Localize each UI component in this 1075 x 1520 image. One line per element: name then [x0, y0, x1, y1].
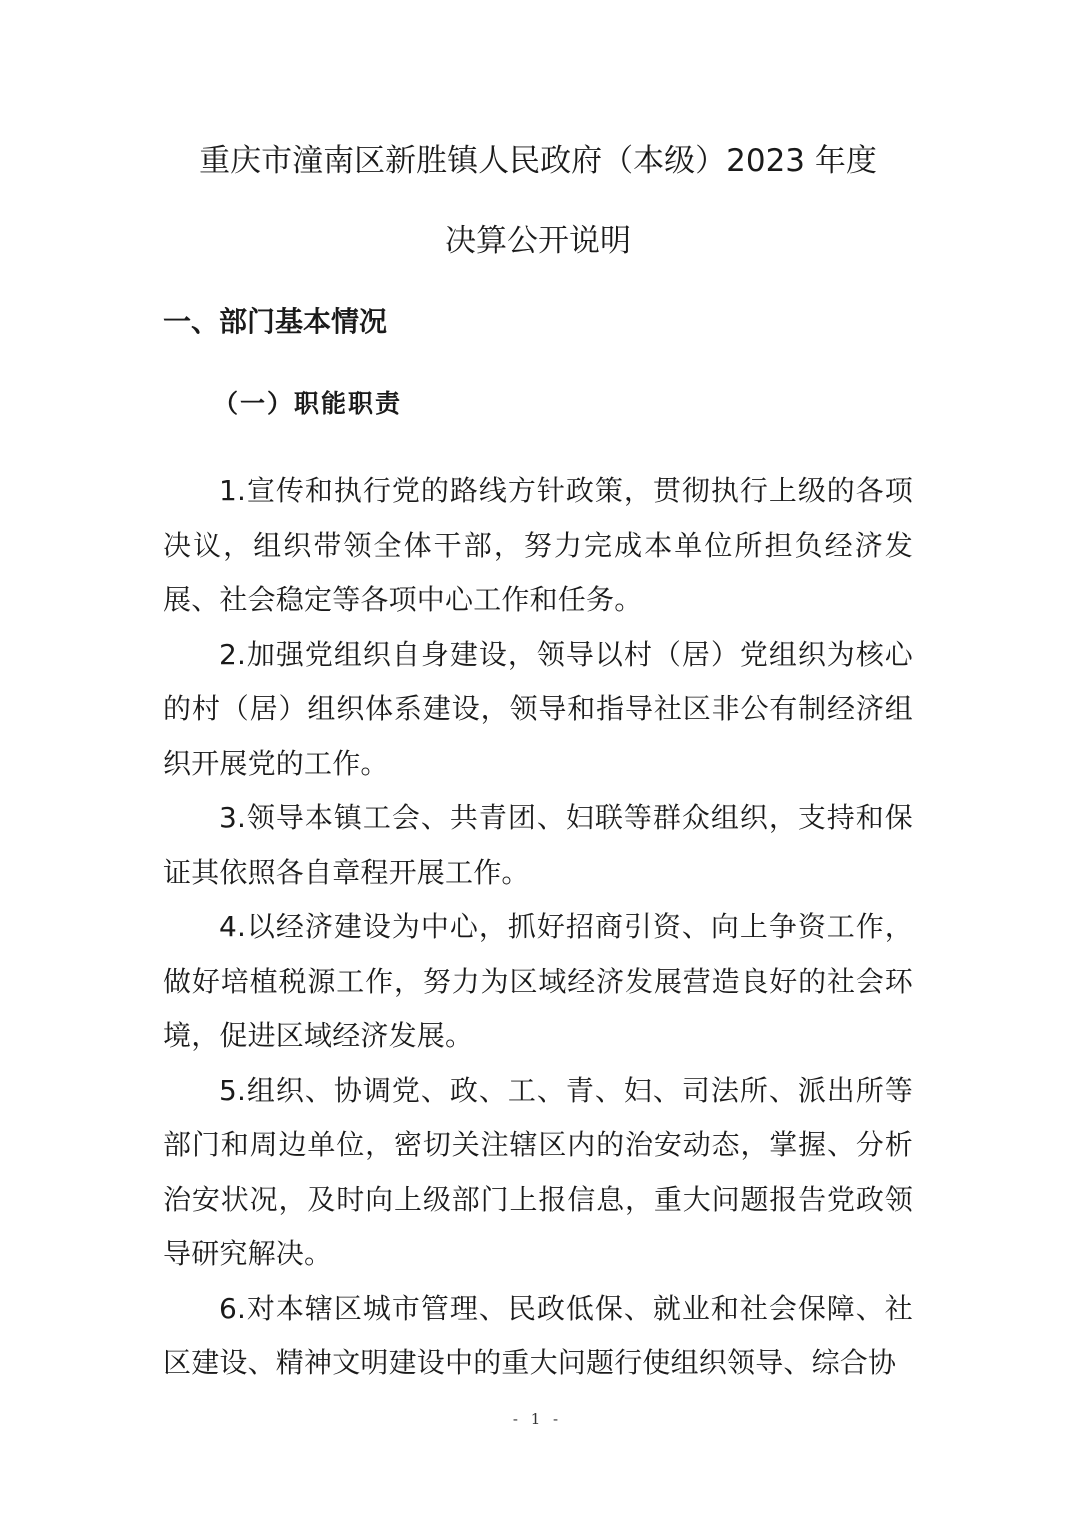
- paragraph-5: 5.组织、协调党、政、工、青、妇、司法所、派出所等部门和周边单位，密切关注辖区内的治安动态，掌握、分析治安状况，及时向上级部门上报信息，重大问题报告党政领导研究解决。: [163, 1073, 913, 1270]
- paragraph-2: 2.加强党组织自身建设，领导以村（居）党组织为核心的村（居）组织体系建设，领导和指导社区非公有制经济组织开展党的工作。: [163, 637, 913, 780]
- subsection-heading: （一）职能职责: [213, 389, 403, 418]
- paragraph-6: 6.对本辖区城市管理、民政低保、就业和社会保障、社区建设、精神文明建设中的重大问题行使组织领导、综合协: [163, 1291, 913, 1379]
- paragraph-3: 3.领导本镇工会、共青团、妇联等群众组织，支持和保证其依照各自章程开展工作。: [163, 801, 913, 889]
- section-heading: 一、部门基本情况: [163, 305, 388, 338]
- page-number: - 1 -: [512, 1410, 563, 1428]
- paragraph-1: 1.宣传和执行党的路线方针政策，贯彻执行上级的各项决议，组织带领全体干部，努力完成本单位所担负经济发展、社会稳定等各项中心工作和任务。: [163, 474, 913, 616]
- paragraph-4: 4.以经济建设为中心，抓好招商引资、向上争资工作，做好培植税源工作，努力为区域经济发展营造良好的社会环境，促进区域经济发展。: [163, 910, 913, 1052]
- document-title-line-2: 决算公开说明: [445, 223, 631, 259]
- document-title-line-1: 重庆市潼南区新胜镇人民政府（本级）2023 年度: [199, 143, 877, 179]
- document-body: [163, 464, 913, 1391]
